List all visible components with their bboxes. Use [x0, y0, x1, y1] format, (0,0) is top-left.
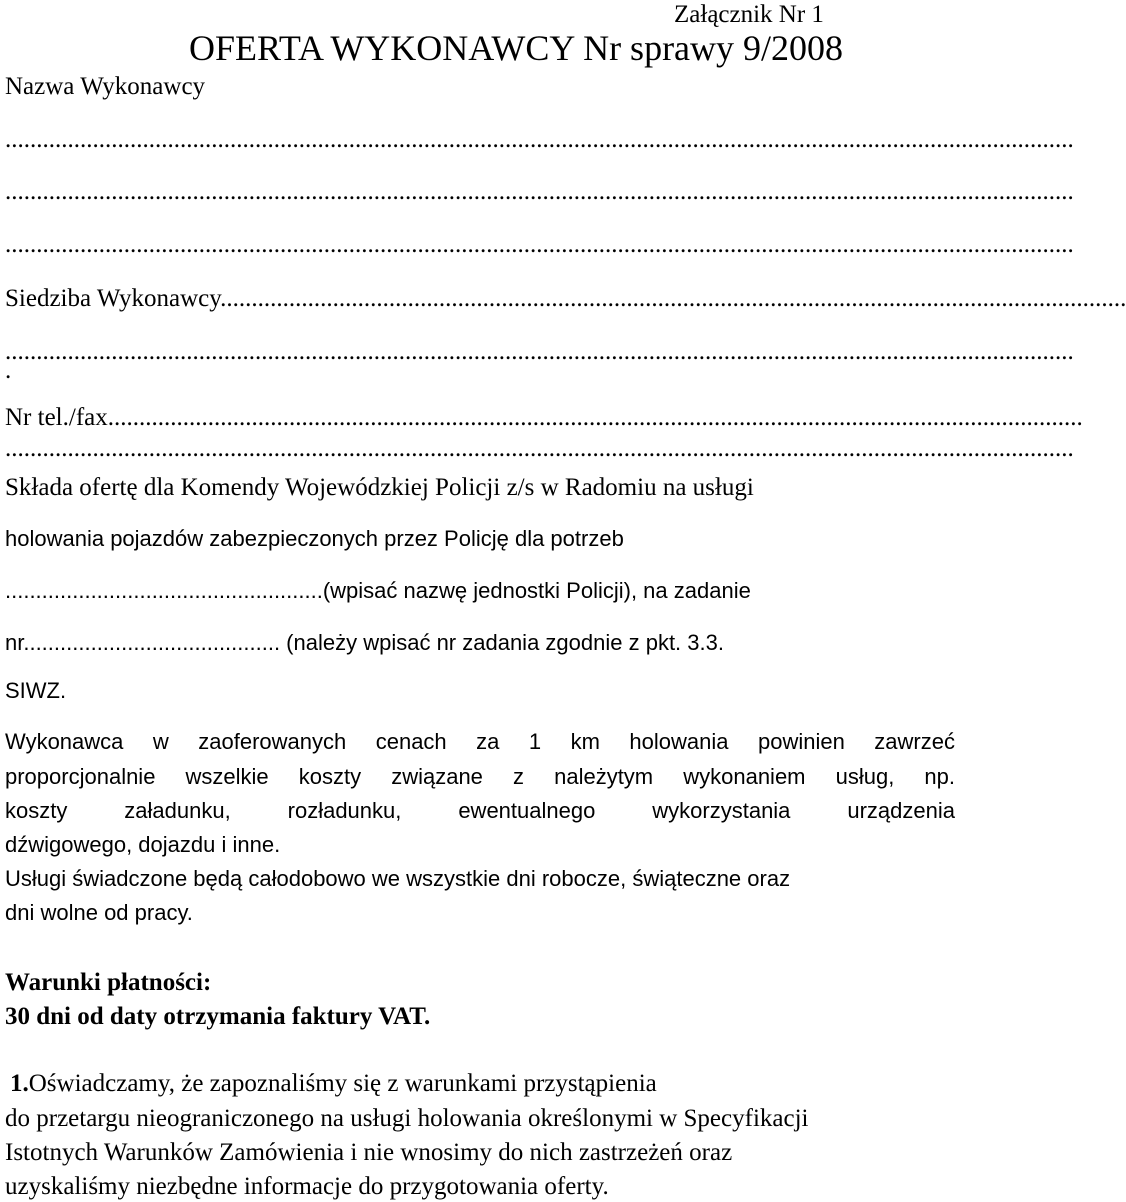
contractor-name-label: Nazwa Wykonawcy	[5, 73, 206, 100]
contractor-name-line-1: ...........................................................................................................................................................................	[5, 126, 1074, 153]
contractor-name-line-3: ...........................................................................................................................................................................	[5, 231, 1074, 258]
page-title: OFERTA WYKONAWCY Nr sprawy 9/2008	[189, 28, 844, 68]
attachment-label: Załącznik Nr 1	[674, 1, 824, 28]
contractor-seat-line-2: ...........................................................................................................................................................................	[5, 338, 1074, 365]
declaration-line-4: uzyskaliśmy niezbędne informacje do przygotowania oferty.	[5, 1173, 609, 1200]
contractor-phone-dots: ...........................................................................................................................................................	[113, 404, 1083, 431]
contractor-seat-line-3: .	[5, 357, 12, 384]
contractor-seat-dots: .................................................................................................................................................	[220, 285, 1126, 312]
payment-label: Warunki płatności:	[5, 969, 212, 996]
pricing-line-2: proporcjonalnie wszelkie koszty związane z należytym wykonaniem usług, np.	[5, 764, 955, 789]
declaration-line-1	[10, 1069, 657, 1099]
contractor-name-line-2: ...........................................................................................................................................................................	[5, 178, 1074, 205]
contractor-phone-label: Nr tel./fax.	[5, 404, 114, 431]
offer-line-3: ....................................................(wpisać nazwę jednostki Policji), na zadanie	[5, 578, 751, 603]
declaration-number: 1.	[10, 1070, 29, 1097]
declaration-line-2: do przetargu nieograniczonego na usługi holowania określonymi w Specyfikacji	[5, 1105, 809, 1132]
contractor-seat-label: Siedziba Wykonawcy	[5, 285, 221, 312]
declaration-text-1: Oświadczamy, że zapoznaliśmy się z warunkami przystąpienia	[28, 1070, 657, 1097]
offer-line-5: SIWZ.	[5, 678, 67, 703]
offer-line-4: nr.......................................... (należy wpisać nr zadania zgodnie z pkt. 3.3.	[5, 630, 724, 655]
contractor-phone-line	[5, 403, 1083, 433]
contractor-phone-line-2: ...........................................................................................................................................................................	[5, 435, 1074, 462]
offer-line-1: Składa ofertę dla Komendy Wojewódzkiej Policji z/s w Radomiu na usługi	[5, 474, 754, 501]
offer-line-2: holowania pojazdów zabezpieczonych przez Policję dla potrzeb	[5, 526, 624, 551]
pricing-line-4: dźwigowego, dojazdu i inne.	[5, 832, 281, 857]
services-line-1: Usługi świadczone będą całodobowo we wszystkie dni robocze, świąteczne oraz	[5, 866, 791, 891]
contractor-seat-line	[5, 284, 1126, 314]
services-line-2: dni wolne od pracy.	[5, 900, 193, 925]
declaration-line-3: Istotnych Warunków Zamówienia i nie wnosimy do nich zastrzeżeń oraz	[5, 1139, 733, 1166]
pricing-line-1: Wykonawca w zaoferowanych cenach za 1 km holowania powinien zawrzeć	[5, 729, 955, 754]
payment-terms: 30 dni od daty otrzymania faktury VAT.	[5, 1003, 431, 1030]
pricing-line-3: koszty załadunku, rozładunku, ewentualnego wykorzystania urządzenia	[5, 798, 955, 823]
